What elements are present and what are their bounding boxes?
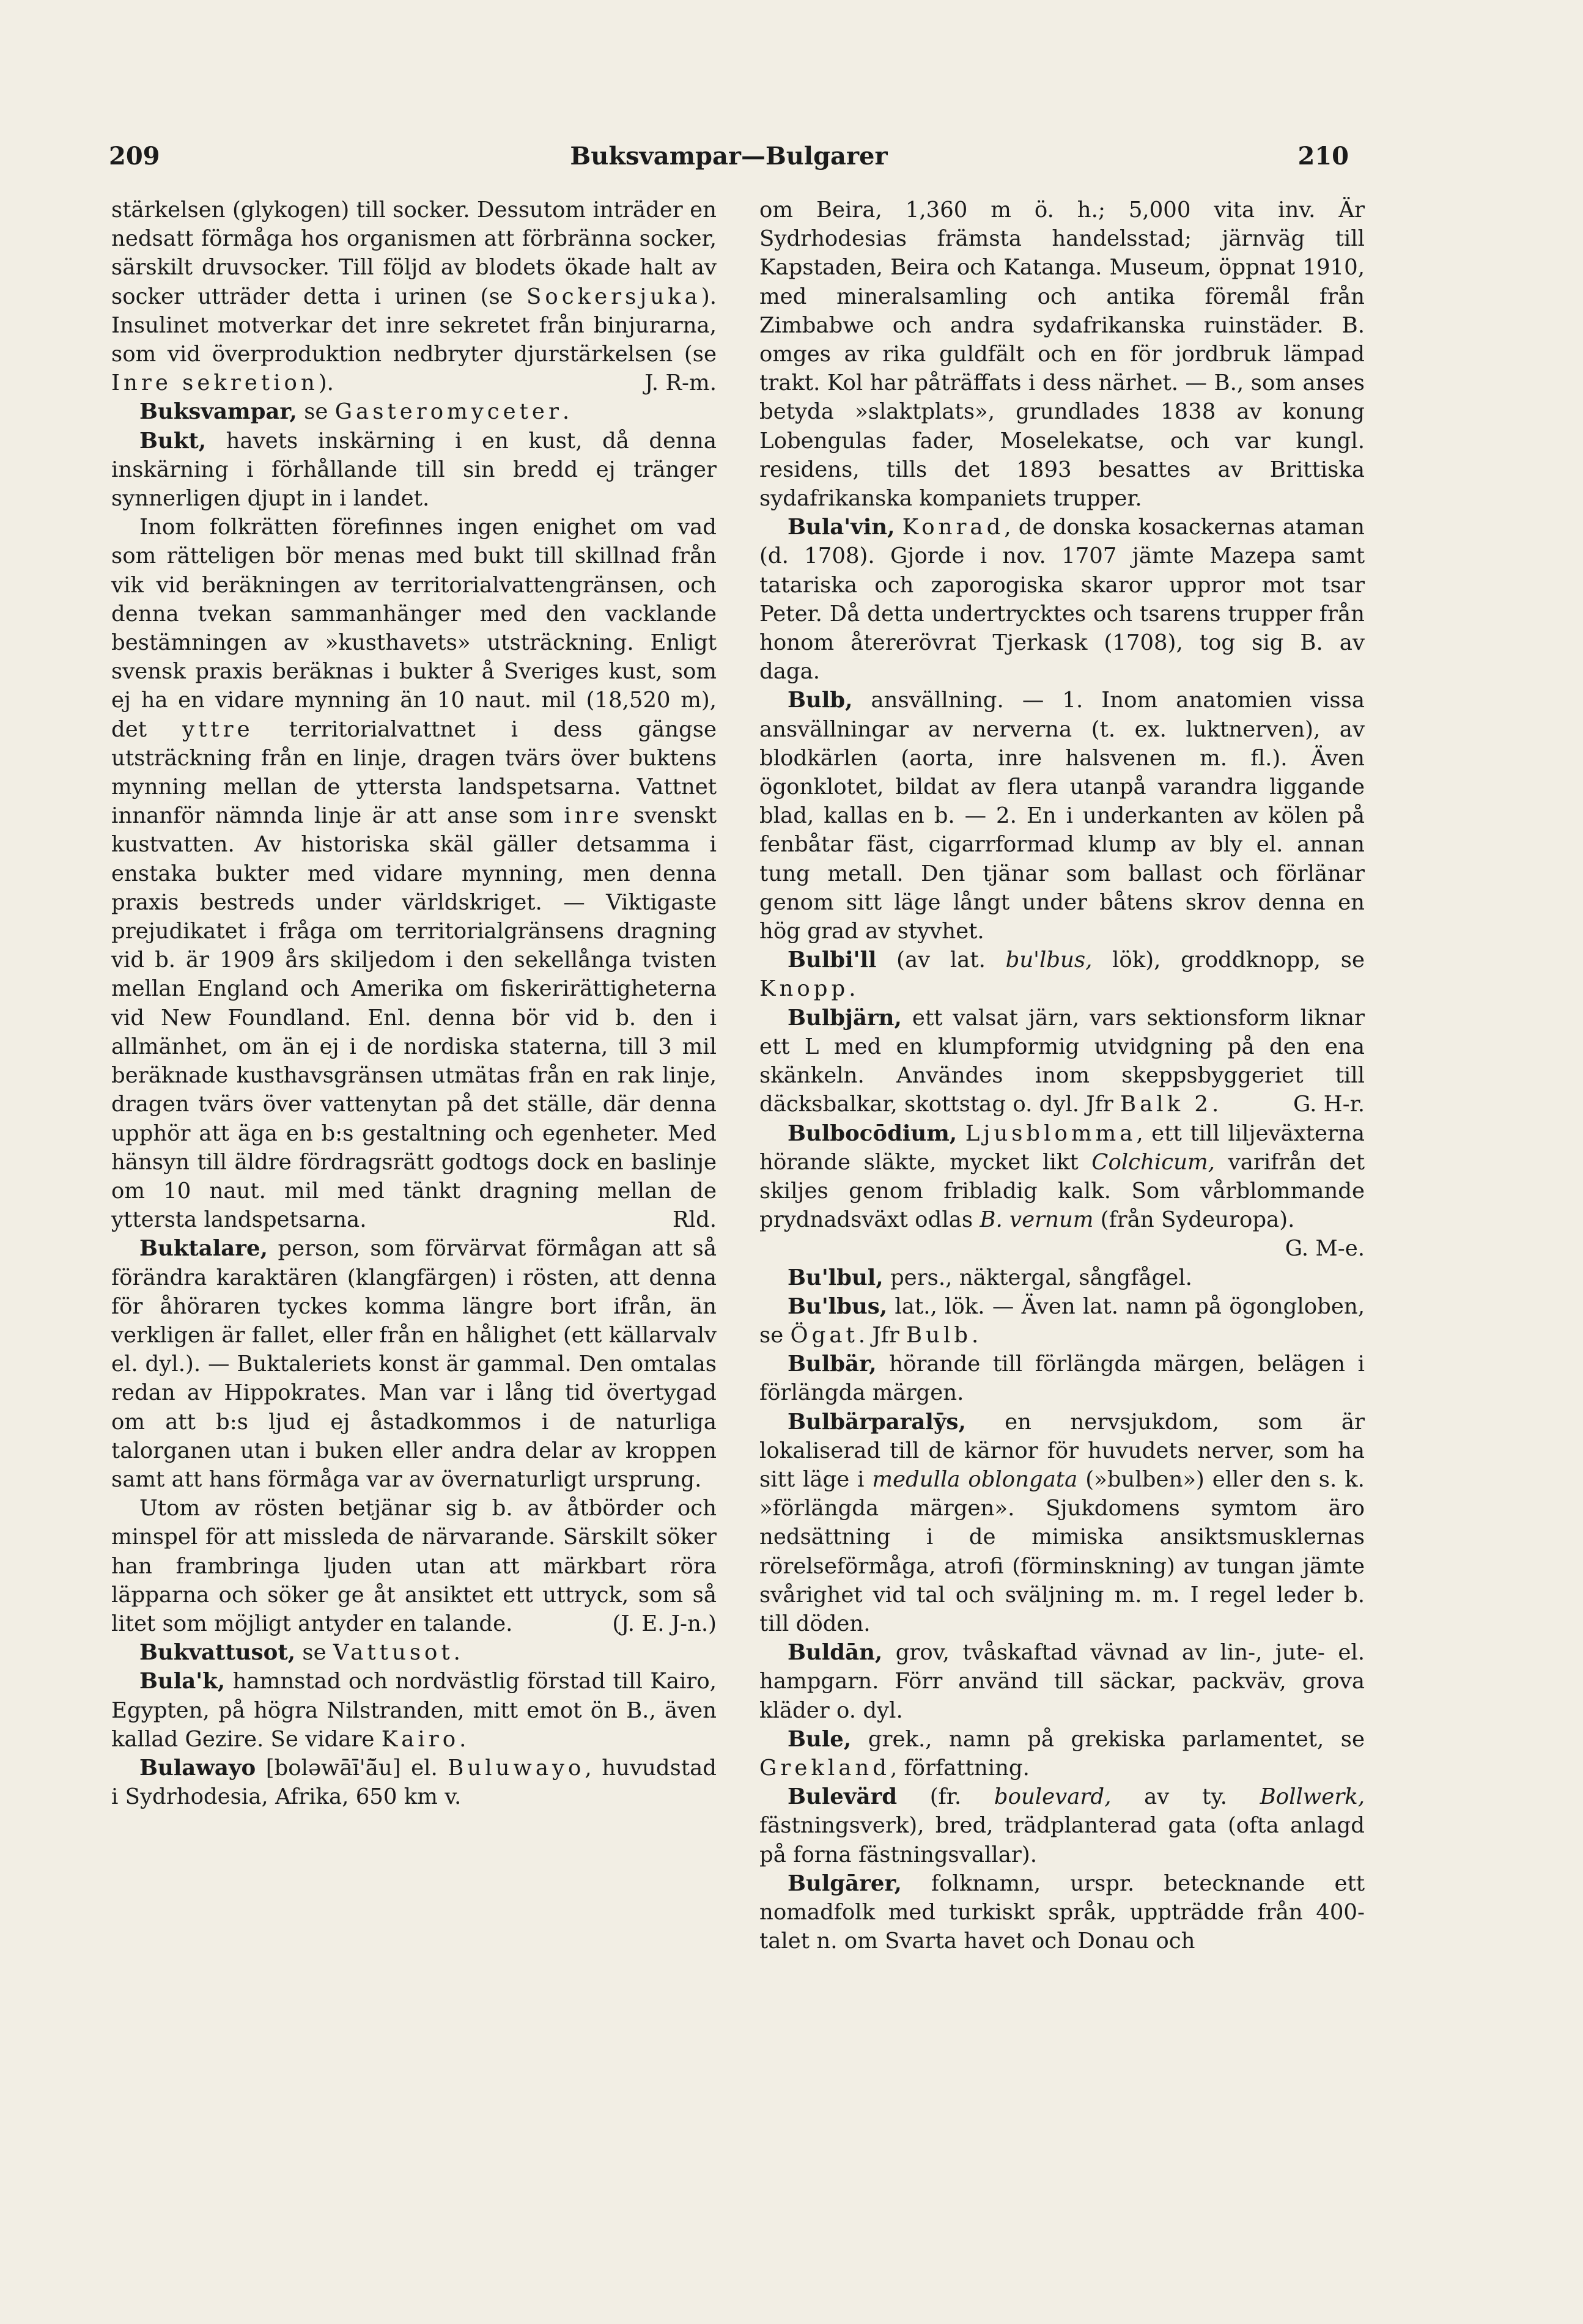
author-signature: (J. E. J-n.)	[612, 1611, 717, 1636]
entry-bulgarer: Bulgārer, folknamn, urspr. betecknande ett nomadfolk med turkiskt språk, uppträdde från 400-talet n. om Svarta havet och Donau och	[759, 1870, 1365, 1954]
headword: Buksvampar,	[139, 399, 297, 425]
headword: Bulbocōdium,	[788, 1120, 958, 1146]
cross-reference: Sockersjuka	[526, 284, 701, 309]
entry-bukt-paragraph: Inom folkrätten förefinnes ingen enighet om vad som rätteligen bör menas med bukt till skillnad från vik vid beräkningen av territorialvattengränsen, och denna tvekan sammanhänger med den vacklande bestämningen av »kusthavets» utsträckning. Enligt svensk praxis beräknas i bukter å Sveriges kust, som ej ha en vidare mynning än 10 naut. mil (18,520 m), det yttre territorialvattnet i dess gängse utsträckning från en linje, dragen tvärs över buktens mynning mellan de yttersta landspetsarna. Vattnet innanför nämnda linje är att anse som inre svenskt kustvatten. Av historiska skäl gäller detsamma i enstaka bukter med vidare mynning, men denna praxis bestreds under världskriget. — Viktigaste prejudikatet i fråga om territorialgränsens dragning vid b. är 1909 års skiljedom i den sekellånga tvisten mellan England och Amerika om fiskerirättigheterna vid New Foundland. Enl. denna bör vid b. den i allmänhet, om än ej i de nordiska staterna, till 3 mil beräknade kusthavsgränsen utmätas från en rak linje, dragen tvärs över vattenytan på det ställe, där denna upphör att äga en b:s gestaltning och egenheter. Med hänsyn till äldre fördragsrätt godtogs dock en baslinje om 10 naut. mil med tänkt dragning mellan de yttersta landspetsarna. Rld.	[111, 513, 717, 1234]
entry-buktalare: Buktalare, person, som förvärvat förmågan att så förändra karaktären (klangfärgen) i rösten, att denna för åhöraren tyckes komma längre bort ifrån, än verkligen är fallet, eller från en hålighet (ett källarvalv el. dyl.). — Buktaleriets konst är gammal. Den omtalas redan av Hippokrates. Man var i lång tid övertygad om att b:s ljud ej åstadkommos i de naturliga talorganen utan i buken eller andra delar av kroppen samt att hans förmåga var av övernaturligt ursprung.	[111, 1236, 717, 1492]
author-signature: G. H-r.	[1293, 1092, 1365, 1117]
cross-reference: Grekland	[759, 1755, 890, 1781]
running-title: Buksvampar—Bulgarer	[570, 142, 888, 171]
entry-bulb: Bulb, ansvällning. — 1. Inom anatomien vissa ansvällningar av nerverna (t. ex. luktnerven), av blodkärlen (aorta, inre halsvenen m. fl.). Även ögonklotet, bildat av flera utanpå varandra liggande blad, kallas en b. — 2. En i underkanten av kölen på fenbåtar fäst, cigarrformad klump av bly el. annan tung metall. Den tjänar som ballast och förlänar genom sitt läge långt under båtens skrov denna en hög grad av styvhet.	[759, 688, 1365, 944]
entry-buksvampar: Buksvampar, se Gasteromyceter.	[139, 399, 570, 425]
headword: Bula'k,	[139, 1669, 226, 1694]
headword: Bukt,	[139, 428, 207, 454]
author-signature: J. R-m.	[644, 370, 717, 396]
cross-reference: Kairo	[381, 1726, 460, 1752]
headword: Bulb,	[788, 688, 853, 713]
entry-bulbus: Bu'lbus, lat., lök. — Även lat. namn på ögongloben, se Ögat. Jfr Bulb.	[759, 1293, 1365, 1348]
entry-continuation: om Beira, 1,360 m ö. h.; 5,000 vita inv. Är Sydrhodesias främsta handelsstad; järnväg till Kapstaden, Beira och Katanga. Museum, öppnat 1910, med mineralsamling och antika föremål från Zimbabwe och andra sydafrikanska ruinstäder. B. omges av rika guldfält och en för jordbruk lämpad trakt. Kol har påträffats i dess närhet. — B., som anses betyda »slaktplats», grundlades 1838 av konung Lobengulas fader, Moselekatse, och var kungl. residens, tills det 1893 besattes av Brittiska sydafrikanska kompaniets trupper.	[759, 197, 1365, 512]
entry-buktalare-paragraph: Utom av rösten betjänar sig b. av åtbörder och minspel för att missleda de närvarande. Särskilt söker han frambringa ljuden utan att märkbart röra läpparna och söker ge åt ansiktet ett uttryck, som så litet som möjligt antyder en talande. (J. E. J-n.)	[111, 1494, 717, 1638]
headword: Bukvattusot,	[139, 1640, 296, 1666]
entry-bulevard: Bulevärd (fr. boulevard, av ty. Bollwerk, fästningsverk), bred, trädplanterad gata (ofta anlagd på forna fästningsvallar).	[759, 1784, 1365, 1867]
page-number-left: 209	[109, 142, 160, 171]
entry-bulavin: Bula'vin, Konrad, de donska kosackernas ataman (d. 1708). Gjorde i nov. 1707 jämte Mazepa samt tatariska och zaporogiska skaror uppror mot tsar Peter. Då detta undertrycktes och tsarens trupper från honom återerövrat Tjerkask (1708), tog sig B. av daga.	[759, 515, 1365, 685]
cross-reference: Inre sekretion	[111, 370, 319, 396]
entry-bule: Bule, grek., namn på grekiska parlamentet, se Grekland, författning.	[759, 1726, 1365, 1781]
headword: Bule,	[788, 1726, 852, 1752]
headword: Bu'lbus,	[788, 1293, 888, 1319]
headword: Bulbi'll	[788, 947, 877, 973]
cross-reference: Gasteromyceter	[334, 399, 563, 425]
right-column	[759, 196, 1365, 1955]
cross-reference: Ögat	[790, 1322, 858, 1348]
entry-bulbjarn: Bulbjärn, ett valsat järn, vars sektionsform liknar ett L med en klumpformig utvidgning på den ena skänkeln. Användes inom skeppsbyggeriet till däcksbalkar, skottstag o. dyl. Jfr Balk 2. G. H-r.	[759, 1004, 1365, 1119]
headword: Buktalare,	[139, 1236, 268, 1262]
cross-reference: Vattusot	[333, 1640, 454, 1666]
headword: Bulbjärn,	[788, 1005, 902, 1031]
entry-continuation: stärkelsen (glykogen) till socker. Dessutom inträder en nedsatt förmåga hos organismen att förbränna socker, särskilt druvsocker. Till följd av blodets ökade halt av socker utträder detta i urinen (se Sockersjuka). Insulinet motverkar det inre sekretet från binjurarna, som vid överproduktion nedbryter djurstärkelsen (se Inre sekretion). J. R-m.	[111, 196, 717, 397]
author-signature: G. M-e.	[1285, 1236, 1365, 1262]
entry-bulbocodium: Bulbocōdium, Ljusblomma, ett till liljeväxterna hörande släkte, mycket likt Colchicum, varifrån det skiljes genom fribladig kalk. Som vårblommande prydnadsväxt odlas B. vernum (från Sydeuropa). G. M-e.	[759, 1119, 1365, 1263]
page-header	[109, 142, 1349, 178]
headword: Bulbär,	[788, 1351, 877, 1377]
headword: Buldān,	[788, 1640, 883, 1666]
left-column	[111, 196, 717, 1811]
headword: Bulgārer,	[788, 1870, 902, 1896]
headword: Bulawayo	[139, 1755, 256, 1781]
headword: Bula'vin,	[788, 515, 895, 540]
cross-reference: Knopp	[759, 976, 849, 1002]
headword: Bu'lbul,	[788, 1265, 884, 1290]
entry-bulak: Bula'k, hamnstad och nordvästlig förstad till Kairo, Egypten, på högra Nilstranden, mitt emot ön B., även kallad Gezire. Se vidare Kairo.	[111, 1669, 717, 1752]
cross-reference: Balk 2	[1120, 1092, 1212, 1117]
entry-bulbul: Bu'lbul, pers., näktergal, sångfågel.	[788, 1265, 1192, 1290]
headword: Bulbärparalȳs,	[788, 1409, 966, 1435]
entry-bulawayo: Bulawayo [boləwāī'ā̆u] el. Buluwayo, huvudstad i Sydrhodesia, Afrika, 650 km v.	[111, 1755, 717, 1810]
entry-bulbill: Bulbi'll (av lat. bu'lbus, lök), groddknopp, se Knopp.	[759, 947, 1365, 1002]
entry-buldan: Buldān, grov, tvåskaftad vävnad av lin-, jute- el. hampgarn. Förr använd till säckar, packväv, grova kläder o. dyl.	[759, 1640, 1365, 1723]
author-signature: Rld.	[672, 1207, 717, 1233]
entry-bukt: Bukt, havets inskärning i en kust, då denna inskärning i förhållande till sin bredd ej tränger synnerligen djupt in i landet.	[111, 428, 717, 512]
entry-bulbarparalys: Bulbärparalȳs, en nervsjukdom, som är lokaliserad till de kärnor för huvudets nerver, som ha sitt läge i medulla oblongata (»bulben») eller den s. k. »förlängda märgen». Sjukdomens symtom äro nedsättning i de mimiska ansiktsmusklernas rörelseförmåga, atrofi (förminskning) av tungan jämte svårighet vid tal och sväljning m. m. I regel leder b. till döden.	[759, 1409, 1365, 1636]
page-number-right: 210	[1297, 142, 1349, 171]
headword: Bulevärd	[788, 1784, 898, 1810]
cross-reference: Bulb	[906, 1322, 972, 1348]
cross-reference: Buluwayo	[448, 1755, 585, 1781]
entry-bukvattusot: Bukvattusot, se Vattusot.	[139, 1640, 460, 1666]
entry-bulbar: Bulbär, hörande till förlängda märgen, belägen i förlängda märgen.	[759, 1351, 1365, 1406]
